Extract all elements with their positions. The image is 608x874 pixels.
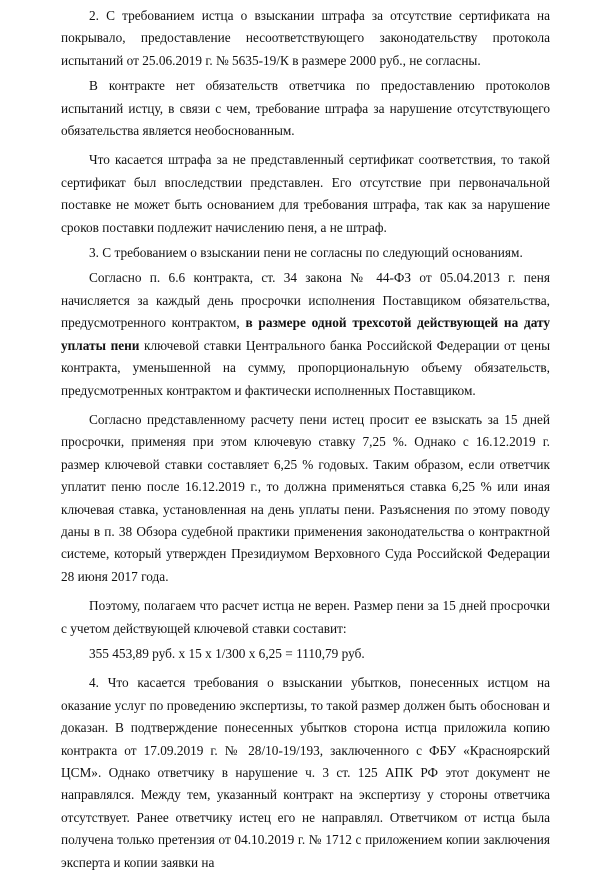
- paragraph-damages: 4. Что касается требования о взыскании убытков, понесенных истцом на оказание услуг по проведению экспертизы, то такой размер должен быть обоснован и доказан. В подтверждение понесенных убытков сторона истца приложила копию контракта от 17.09.2019 г. № 28/10-19/193, заключенного с ФБУ «Красноярский ЦСМ». Однако ответчику в нарушение ч. 3 ст. 125 АПК РФ этот документ не направлялся. Между тем, указанный контракт на экспертизу у стороны ответчика отсутствует. Ранее ответчику истец его не направлял. Ответчиком от истца была получена только претензия от 04.10.2019 г. № 1712 с приложением копии заключения эксперта и копии заявки на: [61, 675, 550, 870]
- paragraph-certificate: Что касается штрафа за не представленный сертификат соответствия, то такой сертификат был впоследствии представлен. Его отсутствие при первоначальной поставке не может быть основанием для требования штрафа, так как за нарушение сроков поставки подлежит начислению пеня, а не штраф.: [61, 152, 550, 235]
- paragraph-penalty-heading: 3. С требованием о взыскании пени не согласны по следующий основаниям.: [89, 245, 523, 261]
- clause-text-after: ключевой ставки Центрального банка Российской Федерации от цены контракта, уменьшенной на сумму, пропорциональную объему обязательств, предусмотренных контрактом и фактически исполненных Поставщиком.: [61, 337, 550, 398]
- paragraph-contract-clause: [61, 267, 550, 401]
- clause-text-before: Согласно п. 6.6 контракта, ст. 34 закона № 44-ФЗ от 05.04.2013 г. пеня начисляется за каждый день просрочки исполнения Поставщиком обязательства, предусмотренного контрактом,: [61, 270, 550, 331]
- paragraph-key-rate: Согласно представленному расчету пени истец просит ее взыскать за 15 дней просрочки, применяя при этом ключевую ставку 7,25 %. Однако с 16.12.2019 г. размер ключевой ставки составляет 6,25 % годовых. Таким образом, если ответчик уплатит пеню после 16.12.2019 г., то должна применяться ставка 6,25 % или иная ключевая ставка, установленная на день уплаты пени. Разъяснения по этому поводу даны в п. 38 Обзора судебной практики применения законодательства о контрактной системе, который утвержден Президиумом Верховного Суда Российской Федерации 28 июня 2017 года.: [61, 411, 550, 584]
- clause-bold-text: в размере одной трехсотой действующей на дату уплаты пени: [61, 315, 550, 353]
- paragraph-formula: 355 453,89 руб. х 15 х 1/300 х 6,25 = 1110,79 руб.: [89, 645, 365, 661]
- paragraph-no-obligation: В контракте нет обязательств ответчика по предоставлению протоколов испытаний истцу, в связи с чем, требование штрафа за нарушение отсутствующего обязательства является необоснованным.: [61, 78, 550, 139]
- paragraph-penalty-objection: 2. С требованием истца о взыскании штрафа за отсутствие сертификата на покрывало, предоставление несоответствующего законодательству протокола испытаний от 25.06.2019 г. № 5635-19/К в размере 2000 руб., не согласны.: [61, 8, 550, 68]
- document-page: [61, 5, 550, 874]
- paragraph-calculation-intro: Поэтому, полагаем что расчет истца не верен. Размер пени за 15 дней просрочки с учетом действующей ключевой ставки составит:: [61, 598, 550, 636]
